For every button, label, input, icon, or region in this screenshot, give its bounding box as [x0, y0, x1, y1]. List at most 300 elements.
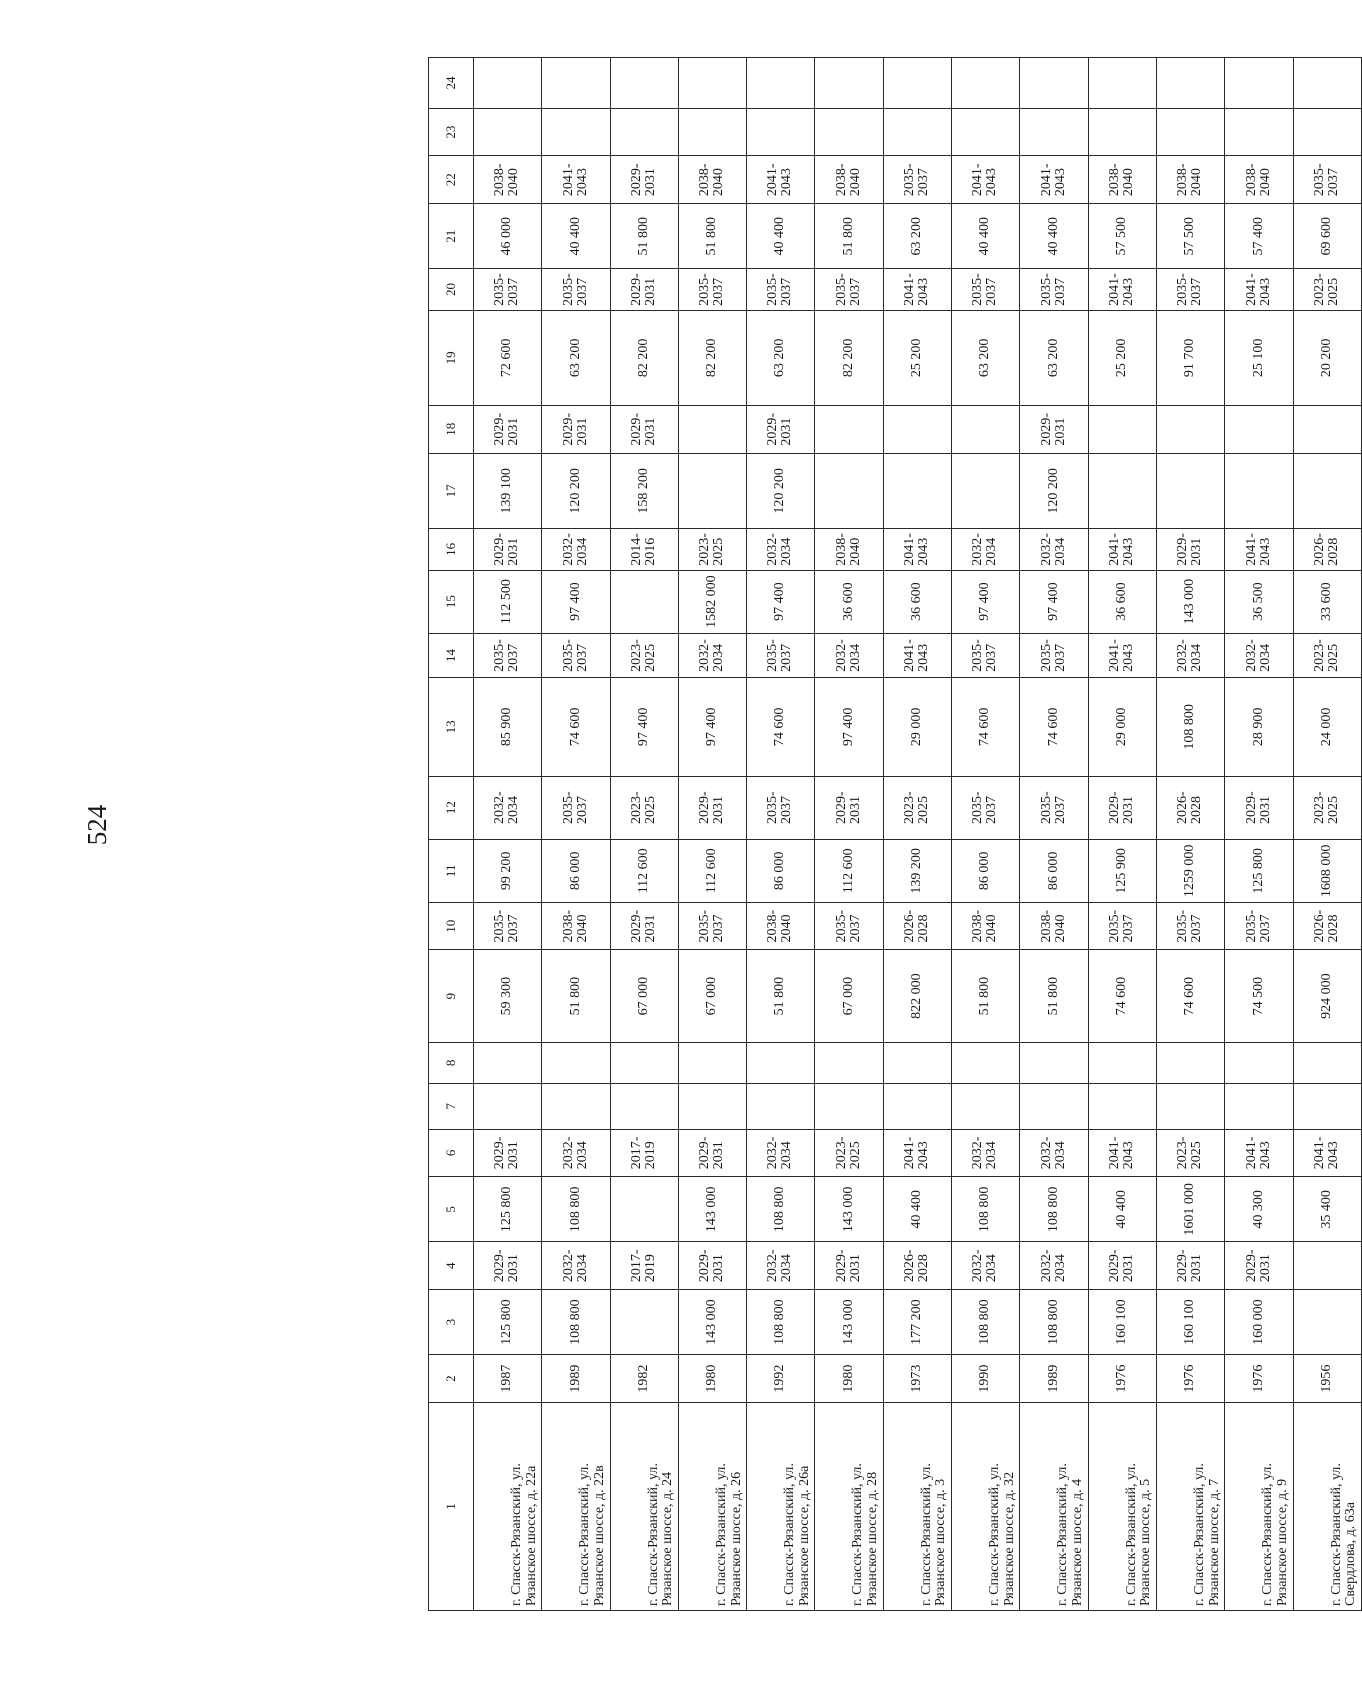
year-range: 2023- 2025 [697, 533, 727, 566]
year-range: 2032- 2034 [1038, 533, 1068, 566]
value-cell: 1992 [747, 1355, 815, 1403]
value-cell: 1976 [1156, 1355, 1224, 1403]
year-range-cell [1020, 633, 1088, 678]
value-cell [1088, 1084, 1156, 1130]
value-cell: 51 800 [678, 204, 746, 269]
value-cell: 67 000 [610, 950, 678, 1042]
address-cell: г. Спасск-Рязанский, ул. Рязанское шоссе, д. 9 [1225, 1402, 1293, 1610]
year-range: 2032- 2034 [1243, 639, 1273, 672]
year-range: 2041- 2043 [1106, 273, 1136, 306]
value-cell: 40 400 [883, 1177, 951, 1242]
column-number: 20 [429, 269, 474, 310]
year-range: 2029- 2031 [1038, 412, 1068, 446]
value-cell: 139 200 [883, 839, 951, 902]
year-range: 2029- 2031 [492, 533, 522, 566]
year-range-cell [1020, 269, 1088, 310]
value-cell [1156, 108, 1224, 156]
year-range-cell [883, 902, 951, 950]
year-range: 2032- 2034 [1038, 1136, 1068, 1170]
year-range-cell [1020, 405, 1088, 453]
year-range: 2029- 2031 [628, 273, 658, 306]
value-cell [542, 108, 610, 156]
column-number: 24 [429, 58, 474, 109]
year-range-cell [1293, 156, 1361, 204]
year-range-cell [1225, 156, 1293, 204]
value-cell: 40 400 [1088, 1177, 1156, 1242]
column-number: 19 [429, 310, 474, 405]
value-cell [610, 58, 678, 109]
year-range-cell [542, 529, 610, 570]
value-cell: 40 400 [1020, 204, 1088, 269]
column-number: 9 [429, 950, 474, 1042]
value-cell: 51 800 [610, 204, 678, 269]
year-range: 2035- 2037 [970, 273, 1000, 306]
table-row [1156, 58, 1224, 1611]
column-number: 14 [429, 633, 474, 678]
year-range: 2035- 2037 [492, 909, 522, 943]
year-range: 2038- 2040 [833, 163, 863, 197]
address-cell: г. Спасск-Рязанский, ул. Свердлова, д. 63а [1293, 1402, 1361, 1610]
year-range: 2035- 2037 [902, 163, 932, 197]
year-range-cell [747, 1242, 815, 1290]
value-cell [1156, 453, 1224, 529]
year-range: 2035- 2037 [970, 639, 1000, 672]
value-cell: 40 300 [1225, 1177, 1293, 1242]
value-cell: 120 200 [542, 453, 610, 529]
year-range: 2035- 2037 [765, 273, 795, 306]
year-range-cell [952, 776, 1020, 839]
value-cell: 108 800 [542, 1177, 610, 1242]
year-range: 2038- 2040 [970, 909, 1000, 943]
value-cell: 59 300 [474, 950, 542, 1042]
value-cell [1293, 1084, 1361, 1130]
year-range: 2041- 2043 [902, 1136, 932, 1170]
value-cell: 177 200 [883, 1290, 951, 1355]
value-cell [815, 58, 883, 109]
value-cell [883, 58, 951, 109]
year-range-cell [542, 1129, 610, 1177]
column-number: 5 [429, 1177, 474, 1242]
year-range: 2035- 2037 [1311, 163, 1341, 197]
year-range-cell [678, 902, 746, 950]
year-range: 2041- 2043 [1243, 533, 1273, 566]
year-range: 2041- 2043 [1243, 273, 1273, 306]
year-range-cell [1020, 1129, 1088, 1177]
value-cell [815, 405, 883, 453]
year-range-cell [1156, 269, 1224, 310]
year-range-cell [1156, 902, 1224, 950]
value-cell: 82 200 [815, 310, 883, 405]
value-cell [1088, 108, 1156, 156]
year-range: 2038- 2040 [1038, 909, 1068, 943]
value-cell [1088, 58, 1156, 109]
table-row [883, 58, 951, 1611]
year-range-cell [678, 529, 746, 570]
column-number: 3 [429, 1290, 474, 1355]
year-range: 2041- 2043 [970, 163, 1000, 197]
value-cell: 36 600 [815, 570, 883, 633]
year-range: 2026- 2028 [1311, 533, 1341, 566]
year-range-cell [1225, 1242, 1293, 1290]
value-cell [1088, 453, 1156, 529]
value-cell: 139 100 [474, 453, 542, 529]
value-cell: 85 900 [474, 678, 542, 776]
year-range-cell [678, 776, 746, 839]
value-cell: 1982 [610, 1355, 678, 1403]
year-range: 2023- 2025 [902, 791, 932, 824]
year-range-cell [747, 633, 815, 678]
year-range: 2029- 2031 [697, 1249, 727, 1283]
year-range-cell [1088, 633, 1156, 678]
year-range-cell [883, 1129, 951, 1177]
year-range-cell [1020, 1242, 1088, 1290]
value-cell [610, 1177, 678, 1242]
year-range: 2041- 2043 [902, 533, 932, 566]
value-cell [1088, 1042, 1156, 1083]
year-range: 2041- 2043 [902, 639, 932, 672]
value-cell: 40 400 [542, 204, 610, 269]
year-range: 2029- 2031 [1175, 533, 1205, 566]
column-number: 4 [429, 1242, 474, 1290]
year-range-cell [474, 902, 542, 950]
year-range-cell [474, 405, 542, 453]
year-range: 2038- 2040 [1175, 163, 1205, 197]
year-range: 2023- 2025 [628, 639, 658, 672]
year-range: 2023- 2025 [1311, 791, 1341, 824]
year-range: 2041- 2043 [1106, 639, 1136, 672]
year-range-cell [1225, 529, 1293, 570]
year-range: 2035- 2037 [1243, 909, 1273, 943]
value-cell [952, 1084, 1020, 1130]
year-range-cell [952, 529, 1020, 570]
year-range-cell [1156, 776, 1224, 839]
value-cell [883, 453, 951, 529]
value-cell: 74 600 [747, 678, 815, 776]
year-range-cell [883, 156, 951, 204]
year-range: 2041- 2043 [1106, 1136, 1136, 1170]
year-range-cell [474, 269, 542, 310]
year-range-cell [815, 902, 883, 950]
year-range: 2041- 2043 [1038, 163, 1068, 197]
value-cell [474, 58, 542, 109]
value-cell: 108 800 [747, 1290, 815, 1355]
value-cell [542, 1042, 610, 1083]
value-cell [1293, 1242, 1361, 1290]
year-range-cell [747, 529, 815, 570]
value-cell: 125 900 [1088, 839, 1156, 902]
year-range-cell [883, 633, 951, 678]
year-range: 2035- 2037 [492, 639, 522, 672]
address-cell: г. Спасск-Рязанский, ул. Рязанское шоссе, д. 5 [1088, 1402, 1156, 1610]
year-range: 2035- 2037 [492, 273, 522, 306]
year-range: 2029- 2031 [492, 412, 522, 446]
value-cell: 72 600 [474, 310, 542, 405]
value-cell [883, 1042, 951, 1083]
value-cell: 160 100 [1088, 1290, 1156, 1355]
value-cell: 51 800 [747, 950, 815, 1042]
year-range-cell [678, 269, 746, 310]
value-cell: 40 400 [952, 204, 1020, 269]
year-range-cell [1293, 529, 1361, 570]
table-row [1020, 58, 1088, 1611]
value-cell: 25 200 [1088, 310, 1156, 405]
value-cell: 35 400 [1293, 1177, 1361, 1242]
value-cell [678, 405, 746, 453]
value-cell: 36 600 [1088, 570, 1156, 633]
year-range: 2038- 2040 [560, 909, 590, 943]
value-cell: 82 200 [610, 310, 678, 405]
value-cell: 97 400 [678, 678, 746, 776]
value-cell: 143 000 [678, 1177, 746, 1242]
value-cell [1293, 405, 1361, 453]
year-range: 2038- 2040 [697, 163, 727, 197]
year-range: 2032- 2034 [1175, 639, 1205, 672]
column-number: 7 [429, 1084, 474, 1130]
column-number: 17 [429, 453, 474, 529]
address-cell: г. Спасск-Рязанский, ул. Рязанское шоссе, д. 4 [1020, 1402, 1088, 1610]
value-cell: 33 600 [1293, 570, 1361, 633]
year-range: 2041- 2043 [1106, 533, 1136, 566]
value-cell [1293, 1042, 1361, 1083]
year-range: 2029- 2031 [765, 412, 795, 446]
year-range: 2023- 2025 [1311, 639, 1341, 672]
address-cell: г. Спасск-Рязанский, ул. Рязанское шоссе, д. 26 [678, 1402, 746, 1610]
year-range: 2041- 2043 [560, 163, 590, 197]
column-number: 15 [429, 570, 474, 633]
year-range-cell [542, 633, 610, 678]
year-range: 2032- 2034 [697, 639, 727, 672]
value-cell [1225, 108, 1293, 156]
year-range-cell [883, 776, 951, 839]
year-range: 2032- 2034 [560, 533, 590, 566]
address-cell: г. Спасск-Рязанский, ул. Рязанское шоссе, д. 22а [474, 1402, 542, 1610]
value-cell: 108 800 [1156, 678, 1224, 776]
year-range-cell [542, 156, 610, 204]
year-range-cell [747, 902, 815, 950]
value-cell: 158 200 [610, 453, 678, 529]
year-range-cell [747, 776, 815, 839]
year-range: 2035- 2037 [1038, 273, 1068, 306]
year-range-cell [474, 633, 542, 678]
value-cell: 924 000 [1293, 950, 1361, 1042]
value-cell [1293, 58, 1361, 109]
value-cell: 822 000 [883, 950, 951, 1042]
value-cell: 40 400 [747, 204, 815, 269]
column-number: 22 [429, 156, 474, 204]
value-cell [678, 108, 746, 156]
year-range: 2032- 2034 [970, 1136, 1000, 1170]
value-cell: 24 000 [1293, 678, 1361, 776]
year-range-cell [610, 156, 678, 204]
year-range: 2032- 2034 [970, 1249, 1000, 1283]
year-range: 2026- 2028 [902, 1249, 932, 1283]
value-cell: 143 000 [815, 1290, 883, 1355]
value-cell: 67 000 [678, 950, 746, 1042]
address-cell: г. Спасск-Рязанский, ул. Рязанское шоссе, д. 32 [952, 1402, 1020, 1610]
year-range-cell [678, 633, 746, 678]
value-cell: 143 000 [815, 1177, 883, 1242]
value-cell [1225, 1084, 1293, 1130]
table-row [610, 58, 678, 1611]
value-cell: 1973 [883, 1355, 951, 1403]
year-range: 2029- 2031 [628, 412, 658, 446]
year-range-cell [1225, 902, 1293, 950]
value-cell: 99 200 [474, 839, 542, 902]
value-cell [952, 108, 1020, 156]
value-cell: 112 600 [610, 839, 678, 902]
capital-repair-table [428, 57, 1362, 1611]
year-range-cell [610, 902, 678, 950]
value-cell: 25 100 [1225, 310, 1293, 405]
year-range: 2023- 2025 [1175, 1136, 1205, 1170]
year-range-cell [1088, 1129, 1156, 1177]
year-range-cell [1020, 529, 1088, 570]
year-range-cell [815, 529, 883, 570]
address-cell: г. Спасск-Рязанский, ул. Рязанское шоссе, д. 3 [883, 1402, 951, 1610]
value-cell [815, 453, 883, 529]
year-range-cell [883, 1242, 951, 1290]
value-cell [542, 1084, 610, 1130]
table-row [542, 58, 610, 1611]
value-cell: 20 200 [1293, 310, 1361, 405]
value-cell: 120 200 [747, 453, 815, 529]
value-cell: 57 400 [1225, 204, 1293, 269]
year-range-cell [1088, 776, 1156, 839]
year-range-cell [815, 776, 883, 839]
value-cell [1156, 58, 1224, 109]
value-cell: 74 600 [542, 678, 610, 776]
value-cell: 82 200 [678, 310, 746, 405]
value-cell [1156, 405, 1224, 453]
year-range-cell [747, 156, 815, 204]
year-range-cell [1088, 1242, 1156, 1290]
value-cell: 97 400 [747, 570, 815, 633]
page-number: 524 [81, 804, 112, 846]
year-range-cell [1293, 1129, 1361, 1177]
value-cell [747, 1042, 815, 1083]
value-cell: 63 200 [952, 310, 1020, 405]
year-range-cell [1293, 269, 1361, 310]
year-range: 2041- 2043 [1243, 1136, 1273, 1170]
value-cell [542, 58, 610, 109]
value-cell: 97 400 [815, 678, 883, 776]
value-cell [815, 1084, 883, 1130]
value-cell: 97 400 [610, 678, 678, 776]
value-cell [474, 108, 542, 156]
year-range: 2035- 2037 [1175, 273, 1205, 306]
year-range: 2029- 2031 [492, 1136, 522, 1170]
year-range: 2032- 2034 [1038, 1249, 1068, 1283]
value-cell: 51 800 [952, 950, 1020, 1042]
value-cell [1225, 453, 1293, 529]
value-cell: 143 000 [678, 1290, 746, 1355]
value-cell [474, 1084, 542, 1130]
table-row [474, 58, 542, 1611]
address-cell: г. Спасск-Рязанский, ул. Рязанское шоссе, д. 28 [815, 1402, 883, 1610]
year-range: 2038- 2040 [1243, 163, 1273, 197]
value-cell [1088, 405, 1156, 453]
year-range: 2029- 2031 [697, 791, 727, 824]
value-cell: 108 800 [1020, 1177, 1088, 1242]
value-cell [610, 108, 678, 156]
value-cell: 46 000 [474, 204, 542, 269]
value-cell: 74 600 [1020, 678, 1088, 776]
year-range-cell [883, 529, 951, 570]
value-cell: 86 000 [542, 839, 610, 902]
value-cell: 108 800 [952, 1290, 1020, 1355]
year-range: 2029- 2031 [697, 1136, 727, 1170]
value-cell: 74 600 [1088, 950, 1156, 1042]
year-range-cell [1156, 633, 1224, 678]
year-range-cell [542, 405, 610, 453]
year-range-cell [815, 156, 883, 204]
year-range-cell [1293, 776, 1361, 839]
year-range: 2023- 2025 [833, 1136, 863, 1170]
year-range: 2035- 2037 [970, 791, 1000, 824]
value-cell: 112 600 [815, 839, 883, 902]
value-cell [815, 1042, 883, 1083]
value-cell: 1582 000 [678, 570, 746, 633]
year-range-cell [952, 1242, 1020, 1290]
table-row [1088, 58, 1156, 1611]
value-cell [952, 1042, 1020, 1083]
value-cell: 125 800 [1225, 839, 1293, 902]
table-row [952, 58, 1020, 1611]
value-cell: 74 500 [1225, 950, 1293, 1042]
year-range: 2032- 2034 [492, 791, 522, 824]
value-cell [1225, 58, 1293, 109]
year-range: 2035- 2037 [697, 909, 727, 943]
address-cell: г. Спасск-Рязанский, ул. Рязанское шоссе, д. 7 [1156, 1402, 1224, 1610]
value-cell: 67 000 [815, 950, 883, 1042]
value-cell: 108 800 [747, 1177, 815, 1242]
year-range-cell [610, 1242, 678, 1290]
value-cell [952, 405, 1020, 453]
value-cell: 160 100 [1156, 1290, 1224, 1355]
value-cell [747, 108, 815, 156]
value-cell: 1989 [1020, 1355, 1088, 1403]
value-cell [1293, 1290, 1361, 1355]
value-cell: 36 500 [1225, 570, 1293, 633]
value-cell [1020, 108, 1088, 156]
year-range-cell [952, 269, 1020, 310]
year-range-cell [610, 529, 678, 570]
year-range-cell [1020, 776, 1088, 839]
year-range: 2026- 2028 [1175, 791, 1205, 824]
year-range: 2035- 2037 [560, 273, 590, 306]
year-range-cell [952, 1129, 1020, 1177]
year-range-cell [1293, 633, 1361, 678]
value-cell: 57 500 [1088, 204, 1156, 269]
year-range-cell [610, 269, 678, 310]
value-cell: 125 800 [474, 1290, 542, 1355]
value-cell: 1987 [474, 1355, 542, 1403]
year-range-cell [1020, 902, 1088, 950]
table-row [678, 58, 746, 1611]
value-cell: 1259 000 [1156, 839, 1224, 902]
year-range: 2035- 2037 [833, 273, 863, 306]
year-range: 2029- 2031 [1106, 1249, 1136, 1283]
year-range: 2032- 2034 [765, 1136, 795, 1170]
year-range-cell [815, 269, 883, 310]
address-cell: г. Спасск-Рязанский, ул. Рязанское шоссе, д. 24 [610, 1402, 678, 1610]
year-range-cell [1020, 156, 1088, 204]
value-cell: 1976 [1225, 1355, 1293, 1403]
value-cell: 63 200 [542, 310, 610, 405]
value-cell [883, 108, 951, 156]
address-cell: г. Спасск-Рязанский, ул. Рязанское шоссе, д. 26а [747, 1402, 815, 1610]
year-range-cell [1156, 156, 1224, 204]
